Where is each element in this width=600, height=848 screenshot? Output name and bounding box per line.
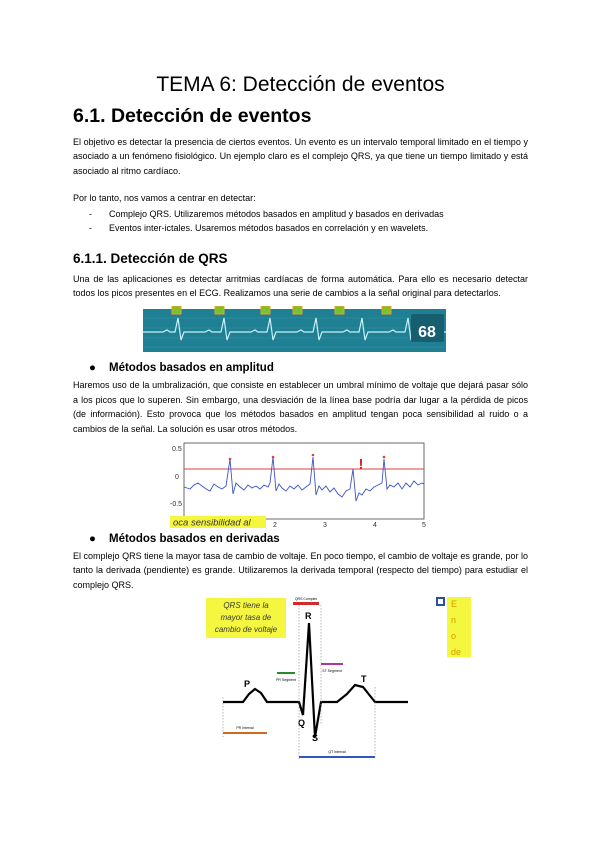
qrs-diagram-svg	[203, 597, 471, 772]
x-tick-label: 2	[273, 522, 277, 530]
side-letter: n	[451, 615, 457, 626]
p-label: P	[244, 679, 251, 690]
note-line: mayor tasa de	[220, 613, 272, 623]
amplitude-heading-label: Métodos basados en amplitud	[109, 362, 274, 375]
subsection-heading: 6.1.1. Detección de QRS	[73, 250, 228, 266]
amplitude-heading: ● Métodos basados en amplitud	[89, 362, 274, 375]
qrs-paragraph: Una de las aplicaciones es detectar arritmias cardíacas de forma automática. Para ello es necesario detectar todos los picos presentes en el ECG. Realizamos una serie de cambios a la señal original para detectarlos.	[73, 273, 528, 299]
warning-mark: !	[358, 456, 364, 474]
y-tick-label: 0.5	[172, 446, 182, 454]
highlight-text: oca sensibilidad al	[173, 517, 251, 529]
side-letter: o	[451, 631, 457, 642]
note-line: cambio de voltaje	[214, 625, 278, 635]
qt-interval-label: QT Interval	[328, 750, 346, 755]
y-tick-label: -0.5	[170, 501, 183, 509]
x-tick-label: 4	[373, 522, 377, 530]
ecg-wave	[223, 623, 408, 737]
heart-rate-value: 68	[418, 324, 436, 342]
list-item: - Eventos inter-ictales. Usaremos métodos basados en correlación y en wavelets.	[73, 221, 528, 235]
note-line: QRS tiene la	[223, 601, 269, 611]
y-tick-label: 0	[175, 474, 179, 482]
pr-segment-label: PR Segment	[276, 678, 296, 683]
side-letter: E	[451, 599, 458, 610]
threshold-chart	[170, 439, 430, 529]
ecg-monitor-figure	[143, 306, 446, 352]
pr-interval-label: PR Interval	[236, 726, 254, 731]
section-heading: 6.1. Detección de eventos	[73, 105, 312, 127]
x-tick-label: 3	[323, 522, 327, 530]
qrs-diagram	[203, 597, 471, 772]
t-label: T	[361, 674, 367, 685]
derivative-heading-label: Métodos basados en derivadas	[109, 533, 280, 546]
intro-paragraph: El objetivo es detectar la presencia de ciertos eventos. Un evento es un intervalo temporal limitado en el tiempo y asociado a un fenómeno fisiológico. Un ejemplo claro es el complejo QRS, ya que tiene un tiempo limitado y está asociado al ritmo cardíaco.	[73, 137, 528, 176]
st-segment-label: ST Segment	[322, 669, 342, 674]
r-label: R	[305, 611, 312, 622]
amplitude-paragraph: Haremos uso de la umbralización, que consiste en establecer un umbral mínimo de voltaje que dejará pasar sólo a los picos que lo superen. Sin embargo, una desviación de la línea base podría dar lugar a la pérdida de picos (de información). Esto provoca que los métodos basados en amplitud tengan poca sensibilidad al ruido o a cambios de la señal. La solución es usar otros métodos.	[73, 380, 528, 434]
s-label: S	[312, 733, 319, 744]
threshold-chart-svg	[170, 439, 430, 529]
qrs-complex-label: QRS Complex	[294, 597, 318, 602]
ecg-monitor-image	[143, 306, 446, 352]
list-item: - Complejo QRS. Utilizaremos métodos basados en amplitud y basados en derivadas	[73, 207, 528, 221]
page-title: TEMA 6: Detección de eventos	[156, 73, 445, 96]
lead-paragraph: Por lo tanto, nos vamos a centrar en detectar:	[73, 193, 256, 204]
x-tick-label: 5	[422, 522, 426, 530]
side-letter: de	[451, 647, 462, 658]
document-page	[73, 70, 528, 772]
detect-list	[73, 207, 528, 235]
derivative-heading: ● Métodos basados en derivadas	[89, 533, 280, 546]
derivative-paragraph: El complejo QRS tiene la mayor tasa de cambio de voltaje. En poco tiempo, el cambio de voltaje es grande, por lo tanto la derivada (pendiente) es grande. Utilizaremos la derivada temporal (respecto del tiempo) para estudiar el complejo QRS.	[73, 551, 528, 590]
q-label: Q	[298, 718, 306, 729]
